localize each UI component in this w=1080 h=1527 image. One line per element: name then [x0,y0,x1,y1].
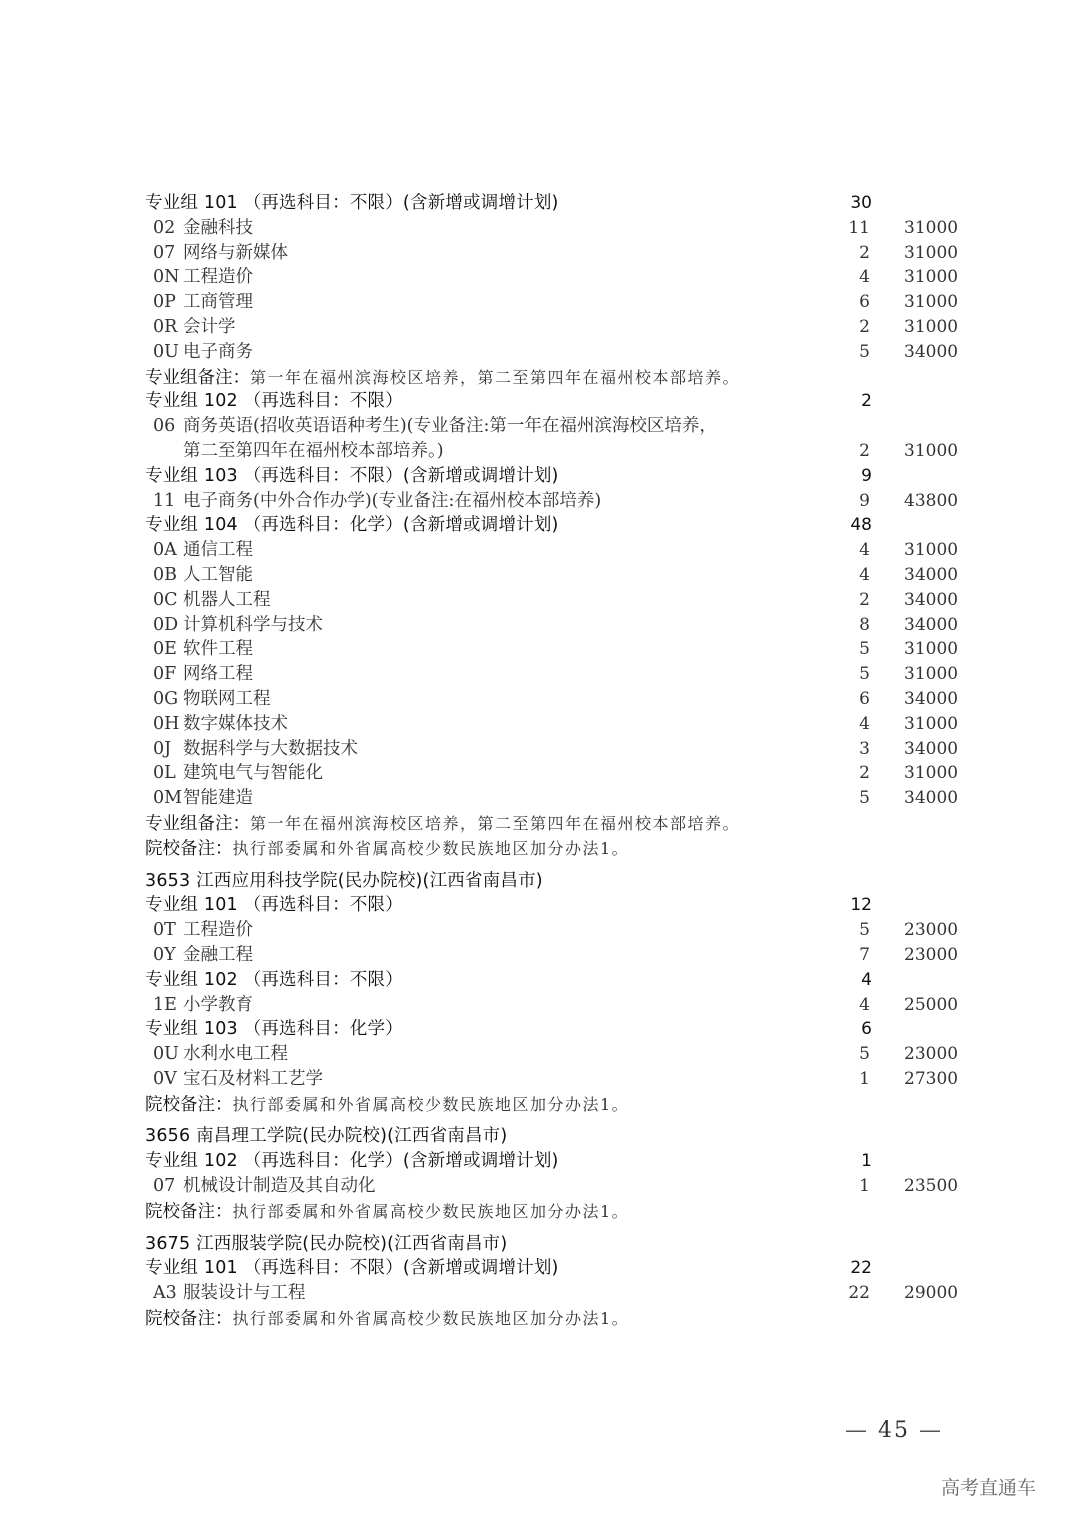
major-label [153,786,253,811]
major-label [153,613,323,638]
major-name: 人工智能 [183,564,253,585]
major-name: 会计学 [183,316,236,337]
major-group-label: 专业组 102 （再选科目：不限） [145,969,403,990]
major-code: 0T [153,920,176,941]
major-label [153,290,253,315]
major-row [0,637,1080,662]
major-group-row [0,893,1080,918]
major-count: 2 [859,316,870,337]
school-name: 3656 南昌理工学院(民办院校)(江西省南昌市) [145,1126,508,1147]
remark-row [0,1199,1080,1224]
major-count: 7 [859,944,870,965]
major-row [0,662,1080,687]
major-name: 数字媒体技术 [183,713,288,734]
major-row [0,538,1080,563]
major-row [0,315,1080,340]
major-name-continued: 第二至第四年在福州校本部培养。) [183,440,444,461]
major-label [153,340,253,365]
major-count: 9 [859,490,870,511]
major-name: 金融科技 [183,217,253,238]
school-header-row [0,869,1080,894]
major-label [153,563,253,588]
major-count: 11 [848,217,870,238]
major-name: 计算机科学与技术 [183,614,323,635]
major-fee: 31000 [904,292,959,313]
major-row [0,340,1080,365]
major-fee: 31000 [904,540,959,561]
major-fee: 27300 [904,1068,959,1089]
major-count: 5 [859,664,870,685]
major-code: 0C [153,589,178,610]
major-row [0,1067,1080,1092]
major-row [0,687,1080,712]
major-label [153,241,288,266]
major-code: 0E [153,639,177,660]
major-name: 机械设计制造及其自动化 [183,1176,376,1197]
major-code: 0P [153,292,176,313]
remark [145,365,740,391]
major-count: 2 [859,589,870,610]
major-count: 6 [859,688,870,709]
remark [145,1199,629,1225]
watermark: 高考直通车 [941,1477,1037,1499]
school-header-row [0,1232,1080,1257]
major-label [153,918,253,943]
major-code: 0U [153,341,179,362]
major-label [153,265,253,290]
major-label [153,216,253,241]
major-count: 4 [859,994,870,1015]
school-header-row [0,1124,1080,1149]
major-group-row [0,968,1080,993]
major-fee: 34000 [904,564,959,585]
major-label [153,943,253,968]
major-count: 6 [859,292,870,313]
major-name: 物联网工程 [183,688,271,709]
major-label [153,538,253,563]
major-code: 0G [153,688,179,709]
major-code: 0U [153,1044,179,1065]
major-group-row [0,1256,1080,1281]
major-row [0,1174,1080,1199]
major-group-label: 专业组 102 （再选科目：不限） [145,391,403,412]
remark-label: 专业组备注： [145,813,250,834]
major-code: 0N [153,267,180,288]
major-group-label: 专业组 103 （再选科目：化学） [145,1019,403,1040]
major-row [0,712,1080,737]
major-name: 智能建造 [183,788,253,809]
remark-row [0,1306,1080,1331]
major-fee: 31000 [904,713,959,734]
remark-row [0,1092,1080,1117]
major-count: 5 [859,639,870,660]
major-row [0,414,1080,464]
major-name: 通信工程 [183,540,253,561]
major-name: 电子商务(中外合作办学)(专业备注:在福州校本部培养) [183,490,602,511]
major-count: 2 [859,242,870,263]
major-count: 1 [859,1176,870,1197]
major-name: 软件工程 [183,639,253,660]
major-fee: 31000 [904,440,959,461]
remark-text: 执行部委属和外省属高校少数民族地区加分办法1。 [232,1309,630,1329]
major-row [0,943,1080,968]
major-code: 02 [153,217,176,238]
major-row [0,918,1080,943]
major-code: 0L [153,763,176,784]
remark-text: 执行部委属和外省属高校少数民族地区加分办法1。 [232,838,630,858]
major-fee: 34000 [904,614,959,635]
remark-label: 院校备注： [145,1094,233,1115]
major-fee: 31000 [904,763,959,784]
major-fee: 23000 [904,920,959,941]
major-name: 数据科学与大数据技术 [183,738,358,759]
major-group-label: 专业组 104 （再选科目：化学）(含新增或调增计划) [145,515,559,536]
major-row [0,265,1080,290]
major-row [0,737,1080,762]
major-group-count: 6 [861,1019,872,1040]
major-name: 商务英语(招收英语语种考生)(专业备注:第一年在福州滨海校区培养， [183,416,717,437]
major-fee: 31000 [904,242,959,263]
major-count: 5 [859,788,870,809]
major-label [153,1281,306,1306]
major-row [0,290,1080,315]
major-name: 网络工程 [183,664,253,685]
major-fee: 31000 [904,267,959,288]
page-number-dash-right: — [919,1418,943,1443]
major-row [0,216,1080,241]
major-fee: 34000 [904,688,959,709]
major-name: 服装设计与工程 [183,1283,306,1304]
major-fee: 23000 [904,1044,959,1065]
remark-label: 院校备注： [145,838,233,859]
major-name: 建筑电气与智能化 [183,763,323,784]
major-label [153,662,253,687]
remark-text: 第一年在福州滨海校区培养，第二至第四年在福州校本部培养。 [250,813,741,833]
major-count: 5 [859,920,870,941]
major-fee: 31000 [904,639,959,660]
major-row [0,1281,1080,1306]
major-fee: 31000 [904,316,959,337]
major-name: 电子商务 [183,341,253,362]
major-row [0,588,1080,613]
remark [145,1092,629,1118]
major-name: 机器人工程 [183,589,271,610]
major-group-label: 专业组 101 （再选科目：不限）(含新增或调增计划) [145,1258,559,1279]
major-row [0,489,1080,514]
remark-text: 第一年在福州滨海校区培养，第二至第四年在福州校本部培养。 [250,367,741,387]
major-code: 0Y [153,944,176,965]
major-row [0,993,1080,1018]
major-name: 宝石及材料工艺学 [183,1068,323,1089]
major-group-count: 48 [850,515,872,536]
major-name: 水利水电工程 [183,1044,288,1065]
major-code: 0H [153,713,180,734]
major-count: 5 [859,1044,870,1065]
major-code: 07 [153,1176,176,1197]
major-label [153,761,323,786]
major-name: 小学教育 [183,994,253,1015]
major-code: 0R [153,316,178,337]
major-group-row [0,464,1080,489]
major-code: 0J [153,738,172,759]
major-code: 11 [153,490,176,511]
major-row [0,786,1080,811]
remark [145,1306,629,1332]
major-row [0,563,1080,588]
major-group-row [0,1149,1080,1174]
major-name: 工程造价 [183,267,253,288]
major-row [0,1042,1080,1067]
major-fee: 23500 [904,1176,959,1197]
major-count: 2 [859,440,870,461]
major-count: 4 [859,713,870,734]
major-name: 网络与新媒体 [183,242,288,263]
major-group-label: 专业组 102 （再选科目：化学）(含新增或调增计划) [145,1151,559,1172]
major-row [0,761,1080,786]
major-fee: 34000 [904,589,959,610]
major-fee: 25000 [904,994,959,1015]
page-number-value: 45 [878,1418,910,1443]
major-label [153,414,813,464]
major-fee: 31000 [904,217,959,238]
major-code: 0M [153,788,183,809]
major-code: 0B [153,564,177,585]
major-fee: 31000 [904,664,959,685]
page-number-dash-left: — [845,1418,869,1443]
remark-row [0,811,1080,836]
major-label [153,993,253,1018]
major-group-row [0,513,1080,538]
major-fee: 29000 [904,1283,959,1304]
major-group-label: 专业组 103 （再选科目：不限）(含新增或调增计划) [145,465,559,486]
major-row [0,613,1080,638]
major-group-count: 2 [861,391,872,412]
major-code: 06 [153,416,176,437]
major-count: 3 [859,738,870,759]
major-count: 2 [859,763,870,784]
major-name: 金融工程 [183,944,253,965]
major-name: 工程造价 [183,920,253,941]
major-label [153,637,253,662]
major-fee: 23000 [904,944,959,965]
remark-row [0,365,1080,390]
major-count: 22 [848,1283,870,1304]
major-group-count: 22 [850,1258,872,1279]
major-code: 07 [153,242,176,263]
major-count: 5 [859,341,870,362]
major-label [153,687,271,712]
major-group-count: 1 [861,1151,872,1172]
major-label [153,588,271,613]
document-body [0,191,1080,1331]
major-group-count: 12 [850,895,872,916]
major-count: 1 [859,1068,870,1089]
major-name: 工商管理 [183,292,253,313]
major-count: 8 [859,614,870,635]
major-group-count: 9 [861,465,872,486]
major-code: 0V [153,1068,177,1089]
remark-text: 执行部委属和外省属高校少数民族地区加分办法1。 [232,1094,630,1114]
major-code: 0F [153,664,177,685]
major-fee: 34000 [904,341,959,362]
major-fee: 43800 [904,490,959,511]
major-group-count: 4 [861,969,872,990]
major-code: A3 [153,1283,177,1304]
major-label [153,712,288,737]
major-count: 4 [859,564,870,585]
major-group-row [0,389,1080,414]
major-code: 0A [153,540,177,561]
major-fee: 34000 [904,788,959,809]
remark-label: 专业组备注： [145,367,250,388]
major-label [153,315,236,340]
major-count: 4 [859,540,870,561]
remark-label: 院校备注： [145,1201,233,1222]
remark-label: 院校备注： [145,1309,233,1330]
major-row [0,241,1080,266]
school-name: 3675 江西服装学院(民办院校)(江西省南昌市) [145,1233,508,1254]
major-group-label: 专业组 101 （再选科目：不限）(含新增或调增计划) [145,193,559,213]
major-code: 1E [153,994,177,1015]
page-number [845,1418,943,1443]
major-count: 4 [859,267,870,288]
major-label [153,1174,376,1199]
major-group-count: 30 [850,193,872,213]
major-label [153,737,358,762]
major-group-row [0,191,1080,216]
major-group-row [0,1017,1080,1042]
major-code: 0D [153,614,179,635]
remark-row [0,836,1080,861]
remark [145,836,629,862]
school-name: 3653 江西应用科技学院(民办院校)(江西省南昌市) [145,870,543,891]
major-group-label: 专业组 101 （再选科目：不限） [145,895,403,916]
major-label [153,1042,288,1067]
remark-text: 执行部委属和外省属高校少数民族地区加分办法1。 [232,1201,630,1221]
major-fee: 34000 [904,738,959,759]
major-label [153,1067,323,1092]
major-label [153,489,601,514]
remark [145,811,740,837]
